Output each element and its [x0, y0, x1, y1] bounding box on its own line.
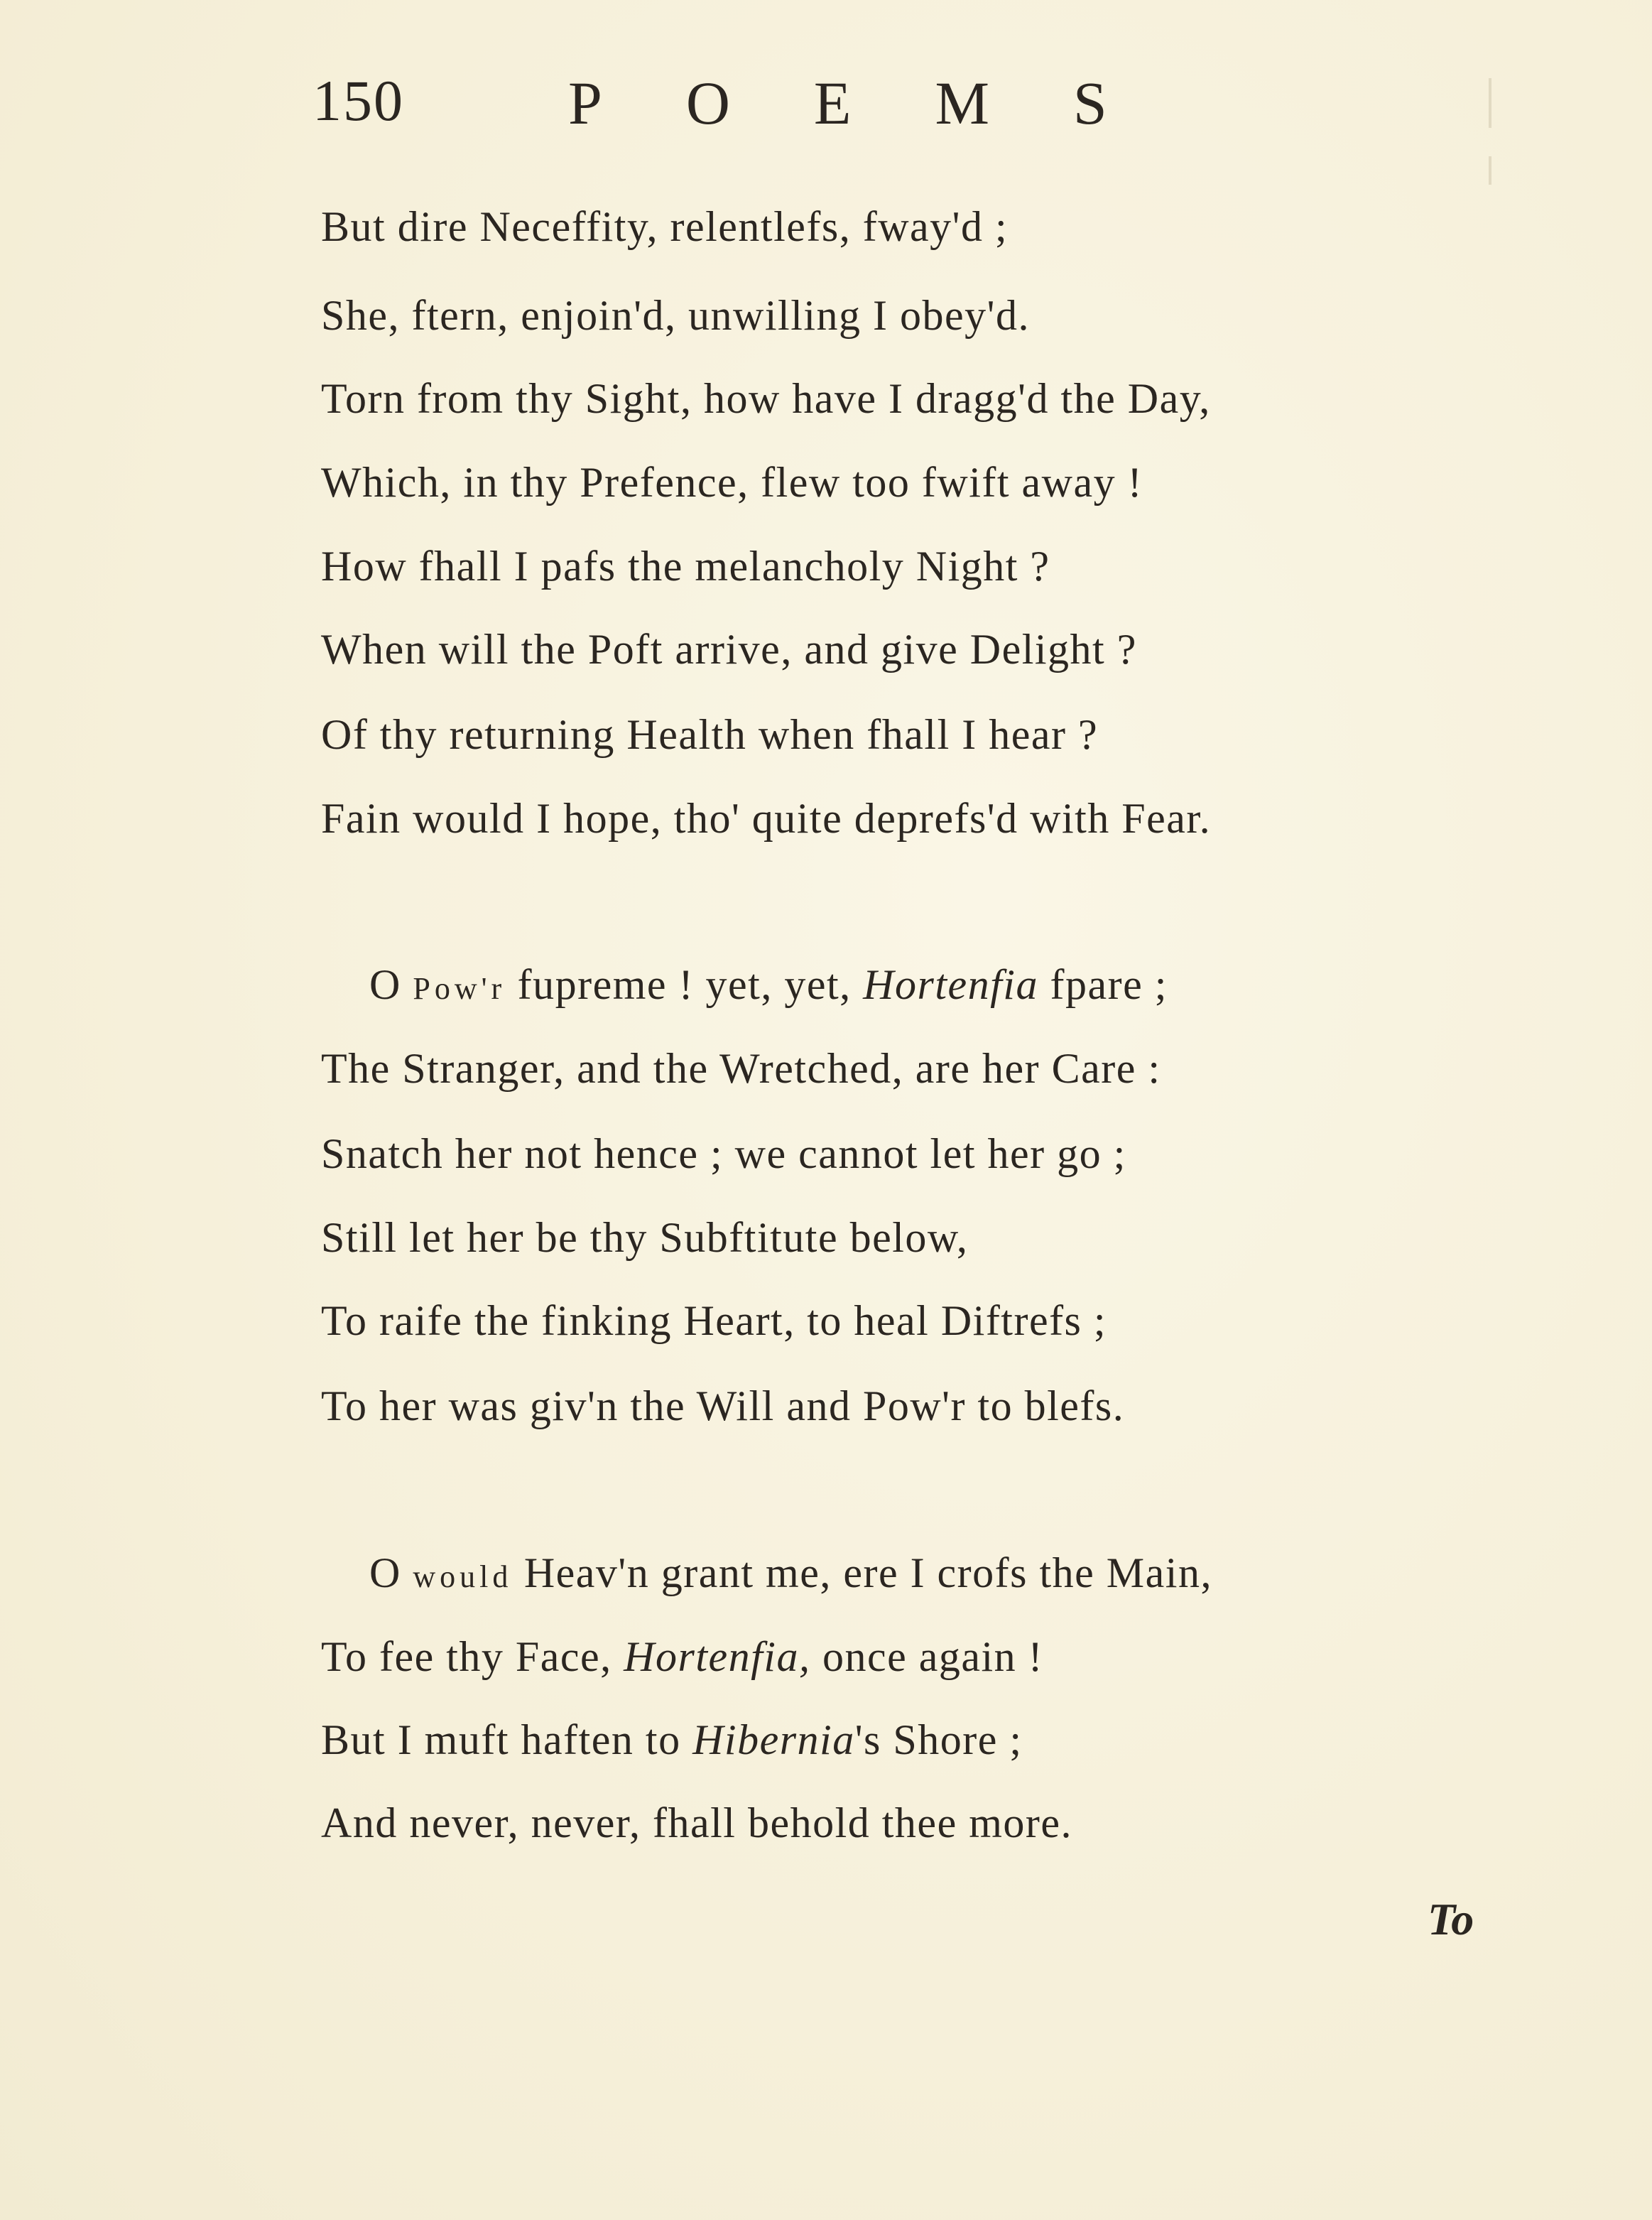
poem-line — [369, 1549, 1212, 1598]
poem-line: Of thy returning Health when fhall I hear ? — [321, 711, 1099, 758]
poem-line: Snatch her not hence ; we cannot let her go ; — [321, 1130, 1126, 1177]
stanza-initial: O — [369, 961, 401, 1008]
small-caps-word: Pow'r — [413, 971, 506, 1006]
poem-line: And never, never, fhall behold thee more. — [321, 1799, 1072, 1846]
poem-line — [369, 960, 1168, 1009]
poem-line: Still let her be thy Subftitute below, — [321, 1214, 969, 1261]
italic-name: Hibernia — [692, 1716, 855, 1763]
poem-line: Fain would I hope, tho' quite deprefs'd with Fear. — [321, 795, 1212, 842]
page-number: 150 — [313, 68, 404, 133]
small-caps-word: would — [413, 1559, 513, 1594]
line-text: once again ! — [822, 1633, 1044, 1680]
page-header — [313, 67, 1307, 146]
poem-line: She, ftern, enjoin'd, unwilling I obey'd. — [321, 292, 1030, 339]
running-title: POEMS — [568, 69, 1191, 137]
line-text: fpare ; — [1050, 961, 1168, 1008]
line-text: Heav'n grant me, ere I crofs the Main, — [523, 1549, 1212, 1596]
poem-line: How fhall I pafs the melancholy Night ? — [321, 543, 1050, 590]
line-text: 's Shore ; — [854, 1716, 1023, 1763]
poem-line: But dire Neceffity, relentlefs, fway'd ; — [321, 203, 1009, 250]
poem-line — [321, 1632, 1043, 1682]
poem-line: Which, in thy Prefence, flew too fwift away ! — [321, 459, 1143, 506]
catchword: To — [1428, 1894, 1474, 1944]
line-text: fupreme ! yet, yet, — [517, 961, 852, 1008]
line-text: But I muft haften to — [321, 1716, 681, 1763]
poem-line: The Stranger, and the Wretched, are her Care : — [321, 1045, 1161, 1092]
italic-name: Hortenfia — [863, 961, 1038, 1008]
poem-line: To raife the finking Heart, to heal Diftrefs ; — [321, 1297, 1107, 1344]
poem-line: When will the Poft arrive, and give Delight ? — [321, 626, 1137, 673]
stanza-initial: O — [369, 1549, 401, 1596]
italic-name: Hortenfia, — [624, 1633, 811, 1680]
poem-line: To her was giv'n the Will and Pow'r to blefs. — [321, 1382, 1125, 1429]
poem-line: Torn from thy Sight, how have I dragg'd the Day, — [321, 375, 1211, 422]
gutter-shadow — [1489, 78, 1491, 128]
line-text: To fee thy Face, — [321, 1633, 612, 1680]
poem-line — [321, 1716, 1023, 1765]
gutter-shadow — [1489, 156, 1491, 185]
